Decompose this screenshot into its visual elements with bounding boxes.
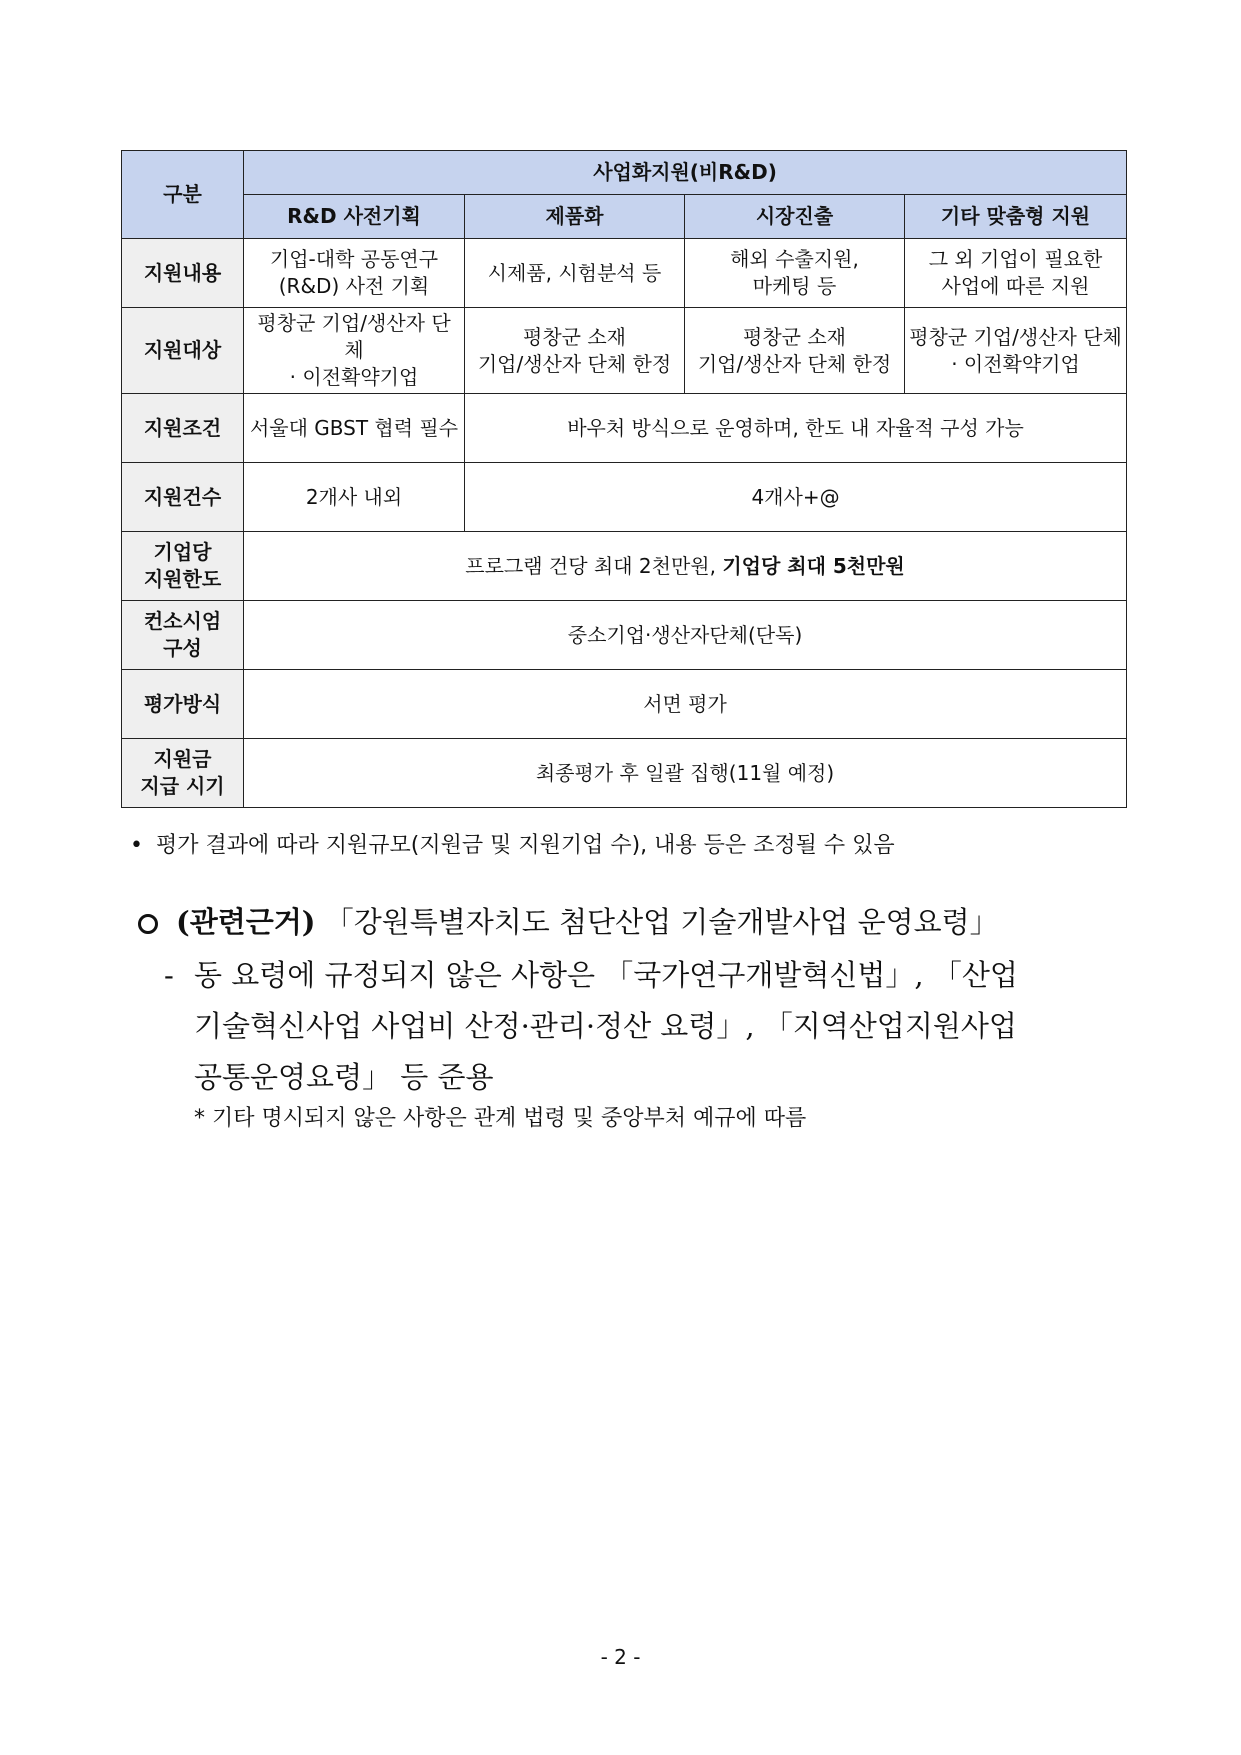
table-cell: 평창군 소재 기업/생산자 단체 한정	[685, 308, 905, 394]
table-cell: 4개사+@	[465, 463, 1127, 532]
table-cell: 평창군 기업/생산자 단체 · 이전확약기업	[905, 308, 1127, 394]
section-title-text: 「강원특별자치도 첨단산업 기술개발사업 운영요령」	[315, 905, 999, 939]
table-cell: 평창군 소재 기업/생산자 단체 한정	[465, 308, 685, 394]
table-row	[122, 739, 1127, 808]
column-header: 기타 맞춤형 지원	[905, 195, 1127, 239]
column-header: 제품화	[465, 195, 685, 239]
row-label: 지원대상	[122, 308, 244, 394]
bullet-icon: •	[130, 833, 143, 858]
table-row	[122, 670, 1127, 739]
table-row	[122, 394, 1127, 463]
table-cell: 시제품, 시험분석 등	[465, 239, 685, 308]
dash-list-item	[164, 950, 1128, 1103]
circle-bullet-icon	[138, 914, 158, 934]
column-header: R&D 사전기획	[244, 195, 465, 239]
group-header: 사업화지원(비R&D)	[244, 151, 1127, 195]
table-row	[122, 532, 1127, 601]
column-header: 시장진출	[685, 195, 905, 239]
table-cell: 기업-대학 공동연구 (R&D) 사전 기획	[244, 239, 465, 308]
row-label: 지원조건	[122, 394, 244, 463]
row-label: 지원금 지급 시기	[122, 739, 244, 808]
paragraph-line: 기술혁신사업 사업비 산정·관리·정산 요령」, 「지역산업지원사업	[194, 1009, 1017, 1043]
row-label: 지원건수	[122, 463, 244, 532]
row-label: 평가방식	[122, 670, 244, 739]
paragraph-line: 동 요령에 규정되지 않은 사항은 「국가연구개발혁신법」, 「산업	[194, 958, 1018, 992]
section-heading	[138, 900, 999, 941]
dash-bullet: -	[164, 958, 174, 992]
table-note	[130, 828, 895, 859]
table-row	[122, 463, 1127, 532]
table-row	[122, 601, 1127, 670]
table-corner-header: 구분	[122, 151, 244, 239]
paragraph-line: 공통운영요령」 등 준용	[194, 1060, 494, 1094]
row-label: 지원내용	[122, 239, 244, 308]
table-row	[122, 239, 1127, 308]
table-cell: 그 외 기업이 필요한 사업에 따른 지원	[905, 239, 1127, 308]
table-cell: 서면 평가	[244, 670, 1127, 739]
row-label: 기업당 지원한도	[122, 532, 244, 601]
table-cell: 해외 수출지원, 마케팅 등	[685, 239, 905, 308]
table-cell: 중소기업·생산자단체(단독)	[244, 601, 1127, 670]
table-cell: 2개사 내외	[244, 463, 465, 532]
table-row	[122, 308, 1127, 394]
footnote: * 기타 명시되지 않은 사항은 관계 법령 및 중앙부처 예규에 따름	[194, 1106, 807, 1131]
table-cell: 서울대 GBST 협력 필수	[244, 394, 465, 463]
page-number: - 2 -	[600, 1645, 641, 1669]
note-text: 평가 결과에 따라 지원규모(지원금 및 지원기업 수), 내용 등은 조정될 수 있음	[156, 833, 895, 858]
section-title-label: (관련근거)	[176, 905, 316, 939]
row-label: 컨소시엄 구성	[122, 601, 244, 670]
table-cell: 프로그램 건당 최대 2천만원, 기업당 최대 5천만원	[244, 532, 1127, 601]
support-program-table	[121, 150, 1127, 808]
table-cell: 최종평가 후 일괄 집행(11월 예정)	[244, 739, 1127, 808]
table-cell: 바우처 방식으로 운영하며, 한도 내 자율적 구성 가능	[465, 394, 1127, 463]
table-cell: 평창군 기업/생산자 단체 · 이전확약기업	[244, 308, 465, 394]
